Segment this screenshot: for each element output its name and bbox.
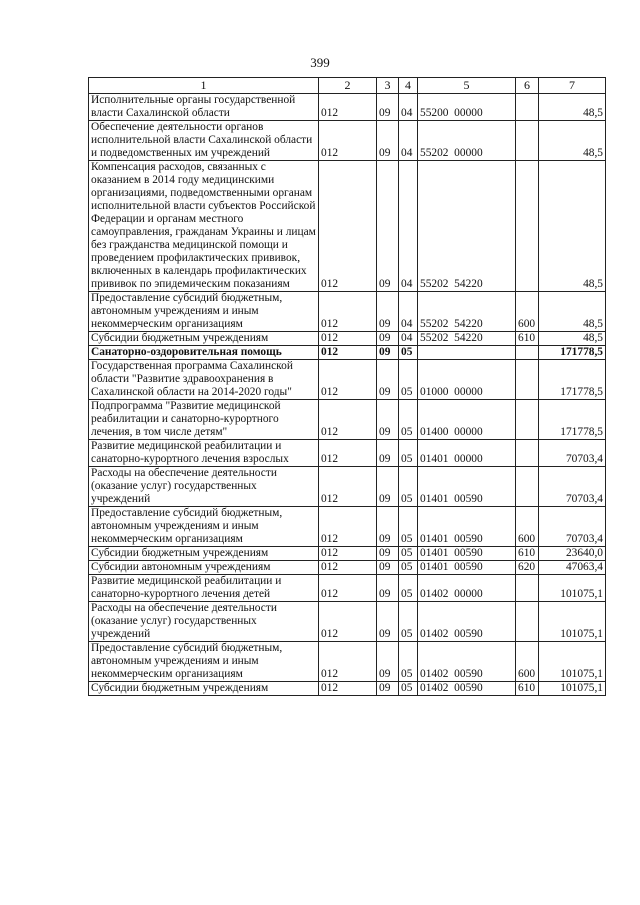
row-section-code: 09	[377, 575, 399, 602]
row-ministry-code: 012	[319, 400, 377, 440]
row-section-code: 09	[377, 602, 399, 642]
row-name: Подпрограмма "Развитие медицинской реабилитации и санаторно-курортного лечения, в том числе детям"	[89, 400, 319, 440]
row-section-code: 09	[377, 440, 399, 467]
row-expense-type: 610	[516, 332, 539, 346]
row-section-code: 09	[377, 642, 399, 682]
row-subsection-code: 05	[399, 467, 418, 507]
row-section-code: 09	[377, 467, 399, 507]
row-section-code: 09	[377, 400, 399, 440]
row-expense-type	[516, 346, 539, 360]
row-ministry-code: 012	[319, 575, 377, 602]
table-row	[89, 121, 606, 161]
row-expense-type: 610	[516, 682, 539, 696]
row-amount: 101075,1	[539, 602, 606, 642]
table-row	[89, 400, 606, 440]
row-subsection-code: 05	[399, 575, 418, 602]
row-subsection-code: 05	[399, 400, 418, 440]
row-amount: 48,5	[539, 292, 606, 332]
row-subsection-code: 05	[399, 507, 418, 547]
row-subsection-code: 04	[399, 121, 418, 161]
table-row	[89, 346, 606, 360]
row-name: Субсидии автономным учреждениям	[89, 561, 319, 575]
header-col-1: 1	[89, 78, 319, 94]
row-ministry-code: 012	[319, 332, 377, 346]
row-subsection-code: 04	[399, 332, 418, 346]
row-name: Субсидии бюджетным учреждениям	[89, 547, 319, 561]
table-row	[89, 561, 606, 575]
row-subsection-code: 05	[399, 440, 418, 467]
row-subsection-code: 04	[399, 161, 418, 292]
row-expense-type: 600	[516, 507, 539, 547]
row-name: Развитие медицинской реабилитации и санаторно-курортного лечения взрослых	[89, 440, 319, 467]
row-name: Государственная программа Сахалинской области "Развитие здравоохранения в Сахалинской области на 2014-2020 годы"	[89, 360, 319, 400]
row-section-code: 09	[377, 161, 399, 292]
row-name: Предоставление субсидий бюджетным, автономным учреждениям и иным некоммерческим организациям	[89, 507, 319, 547]
row-target-article: 01402 00000	[418, 575, 516, 602]
row-ministry-code: 012	[319, 440, 377, 467]
row-name: Расходы на обеспечение деятельности (оказание услуг) государственных учреждений	[89, 467, 319, 507]
row-expense-type	[516, 121, 539, 161]
table-row	[89, 575, 606, 602]
row-amount: 70703,4	[539, 440, 606, 467]
row-amount: 171778,5	[539, 400, 606, 440]
table-row	[89, 332, 606, 346]
row-amount: 48,5	[539, 332, 606, 346]
table-row	[89, 507, 606, 547]
header-col-4: 4	[399, 78, 418, 94]
row-name: Санаторно-оздоровительная помощь	[89, 346, 319, 360]
header-col-3: 3	[377, 78, 399, 94]
row-ministry-code: 012	[319, 642, 377, 682]
row-target-article: 01401 00590	[418, 467, 516, 507]
row-target-article: 01402 00590	[418, 642, 516, 682]
header-col-5: 5	[418, 78, 516, 94]
row-amount: 101075,1	[539, 682, 606, 696]
row-expense-type: 610	[516, 547, 539, 561]
row-ministry-code: 012	[319, 561, 377, 575]
row-target-article: 55202 54220	[418, 292, 516, 332]
row-amount: 48,5	[539, 94, 606, 121]
page-number: 399	[310, 55, 330, 70]
table-row	[89, 602, 606, 642]
row-amount: 101075,1	[539, 642, 606, 682]
row-target-article: 01401 00590	[418, 561, 516, 575]
row-ministry-code: 012	[319, 121, 377, 161]
row-ministry-code: 012	[319, 360, 377, 400]
row-amount: 48,5	[539, 121, 606, 161]
row-name: Предоставление субсидий бюджетным, автономным учреждениям и иным некоммерческим организациям	[89, 292, 319, 332]
row-name: Субсидии бюджетным учреждениям	[89, 332, 319, 346]
table-row	[89, 94, 606, 121]
row-expense-type: 600	[516, 642, 539, 682]
table-header-row	[89, 78, 606, 94]
row-expense-type	[516, 94, 539, 121]
row-section-code: 09	[377, 121, 399, 161]
row-amount: 101075,1	[539, 575, 606, 602]
row-ministry-code: 012	[319, 547, 377, 561]
row-section-code: 09	[377, 346, 399, 360]
row-ministry-code: 012	[319, 292, 377, 332]
row-target-article: 55200 00000	[418, 94, 516, 121]
row-target-article: 01401 00590	[418, 507, 516, 547]
header-col-7: 7	[539, 78, 606, 94]
table-row	[89, 547, 606, 561]
table-row	[89, 467, 606, 507]
row-expense-type	[516, 602, 539, 642]
row-subsection-code: 05	[399, 602, 418, 642]
row-name: Субсидии бюджетным учреждениям	[89, 682, 319, 696]
row-amount: 47063,4	[539, 561, 606, 575]
row-subsection-code: 05	[399, 346, 418, 360]
row-name: Предоставление субсидий бюджетным, автономным учреждениям и иным некоммерческим организациям	[89, 642, 319, 682]
row-name: Развитие медицинской реабилитации и санаторно-курортного лечения детей	[89, 575, 319, 602]
header-col-6: 6	[516, 78, 539, 94]
row-name: Обеспечение деятельности органов исполнительной власти Сахалинской области и подведомственных им учреждений	[89, 121, 319, 161]
row-section-code: 09	[377, 332, 399, 346]
row-subsection-code: 05	[399, 561, 418, 575]
row-ministry-code: 012	[319, 507, 377, 547]
row-subsection-code: 05	[399, 642, 418, 682]
row-expense-type: 600	[516, 292, 539, 332]
row-target-article: 01400 00000	[418, 400, 516, 440]
row-subsection-code: 04	[399, 94, 418, 121]
row-ministry-code: 012	[319, 467, 377, 507]
table-row	[89, 292, 606, 332]
row-name: Компенсация расходов, связанных с оказанием в 2014 году медицинскими организациями, подведомственными органам исполнительной власти субъектов Российской Федерации и органам местного самоуправления, гражданам Украины и лицам без гражданства медицинской помощи и проведением профилактических прививок, включенных в календарь профилактических прививок по эпидемическим показаниям	[89, 161, 319, 292]
row-section-code: 09	[377, 360, 399, 400]
table-row	[89, 682, 606, 696]
row-subsection-code: 05	[399, 360, 418, 400]
header-col-2: 2	[319, 78, 377, 94]
row-name: Исполнительные органы государственной власти Сахалинской области	[89, 94, 319, 121]
row-section-code: 09	[377, 94, 399, 121]
table-row	[89, 440, 606, 467]
row-expense-type	[516, 400, 539, 440]
row-section-code: 09	[377, 682, 399, 696]
row-target-article: 01401 00000	[418, 440, 516, 467]
row-expense-type	[516, 360, 539, 400]
budget-table	[88, 77, 606, 696]
row-amount: 171778,5	[539, 346, 606, 360]
row-ministry-code: 012	[319, 161, 377, 292]
row-expense-type	[516, 161, 539, 292]
row-ministry-code: 012	[319, 602, 377, 642]
row-expense-type	[516, 467, 539, 507]
row-target-article: 55202 00000	[418, 121, 516, 161]
row-section-code: 09	[377, 547, 399, 561]
row-amount: 171778,5	[539, 360, 606, 400]
row-expense-type	[516, 440, 539, 467]
row-subsection-code: 04	[399, 292, 418, 332]
row-section-code: 09	[377, 507, 399, 547]
table-row	[89, 161, 606, 292]
row-amount: 70703,4	[539, 467, 606, 507]
row-ministry-code: 012	[319, 346, 377, 360]
table-row	[89, 360, 606, 400]
row-subsection-code: 05	[399, 682, 418, 696]
row-target-article	[418, 346, 516, 360]
row-ministry-code: 012	[319, 682, 377, 696]
row-target-article: 01401 00590	[418, 547, 516, 561]
row-target-article: 01402 00590	[418, 682, 516, 696]
row-target-article: 01402 00590	[418, 602, 516, 642]
row-target-article: 01000 00000	[418, 360, 516, 400]
row-expense-type	[516, 575, 539, 602]
row-amount: 23640,0	[539, 547, 606, 561]
row-subsection-code: 05	[399, 547, 418, 561]
row-amount: 48,5	[539, 161, 606, 292]
table-row	[89, 642, 606, 682]
row-name: Расходы на обеспечение деятельности (оказание услуг) государственных учреждений	[89, 602, 319, 642]
row-amount: 70703,4	[539, 507, 606, 547]
row-target-article: 55202 54220	[418, 161, 516, 292]
row-expense-type: 620	[516, 561, 539, 575]
row-ministry-code: 012	[319, 94, 377, 121]
row-target-article: 55202 54220	[418, 332, 516, 346]
row-section-code: 09	[377, 561, 399, 575]
row-section-code: 09	[377, 292, 399, 332]
